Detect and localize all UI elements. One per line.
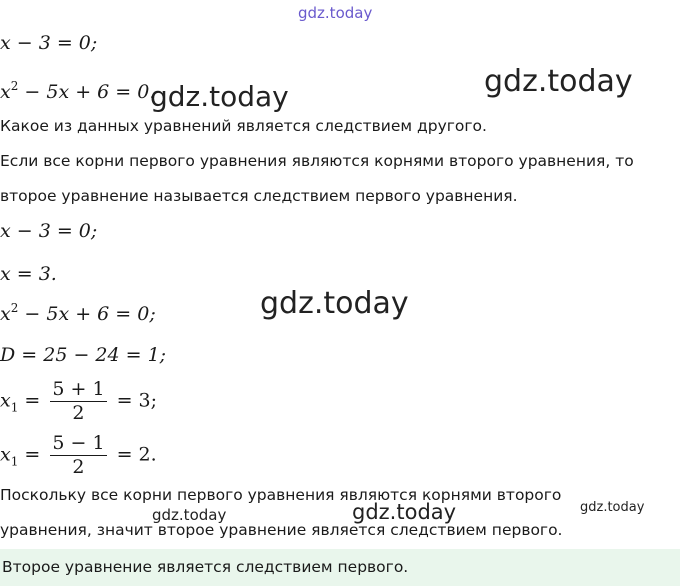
step-root-2	[0, 434, 157, 477]
watermark: gdz.today	[580, 500, 645, 515]
root1-numerator: 5 + 1	[52, 378, 105, 400]
rule-line-2: второе уравнение называется следствием первого уравнения.	[0, 187, 518, 205]
root2-eq: =	[18, 443, 47, 466]
equation-1: x − 3 = 0;	[0, 32, 98, 54]
step-2: x = 3.	[0, 263, 57, 285]
watermark: gdz.today	[152, 506, 227, 524]
step3-exponent: 2	[10, 301, 19, 315]
step-1: x − 3 = 0;	[0, 220, 98, 242]
watermark: gdz.today	[260, 286, 409, 321]
root2-var: x	[0, 443, 11, 466]
eq2-var: x	[0, 81, 11, 103]
step-3	[0, 302, 156, 324]
root1-var: x	[0, 389, 11, 412]
root2-fraction	[50, 434, 106, 477]
watermark: gdz.today	[150, 80, 289, 113]
root2-result: = 2.	[110, 443, 157, 466]
root1-sub: 1	[10, 400, 19, 415]
question-text: Какое из данных уравнений является следствием другого.	[0, 117, 487, 135]
step3-rest: − 5x + 6 = 0;	[18, 303, 156, 325]
equation-2	[0, 80, 155, 102]
root1-denominator: 2	[72, 402, 85, 424]
watermark: gdz.today	[352, 500, 457, 524]
watermark: gdz.today	[484, 64, 633, 99]
watermark-top: gdz.today	[298, 4, 373, 22]
root1-result: = 3;	[110, 389, 158, 412]
eq2-rest: − 5x + 6 = 0.	[18, 81, 156, 103]
root2-sub: 1	[10, 454, 19, 469]
step-discriminant: D = 25 − 24 = 1;	[0, 344, 167, 366]
root1-eq: =	[18, 389, 47, 412]
rule-line-1: Если все корни первого уравнения являются корнями второго уравнения, то	[0, 152, 634, 170]
step3-var: x	[0, 303, 11, 325]
conclusion-line-1: Поскольку все корни первого уравнения являются корнями второго	[0, 486, 562, 504]
root1-fraction	[50, 380, 106, 423]
answer-box: Второе уравнение является следствием первого.	[0, 549, 680, 586]
root2-denominator: 2	[72, 456, 85, 478]
root2-numerator: 5 − 1	[52, 432, 105, 454]
conclusion-line-2: уравнения, значит второе уравнение является следствием первого.	[0, 521, 563, 539]
step-root-1	[0, 380, 157, 423]
eq2-exponent: 2	[10, 79, 19, 93]
